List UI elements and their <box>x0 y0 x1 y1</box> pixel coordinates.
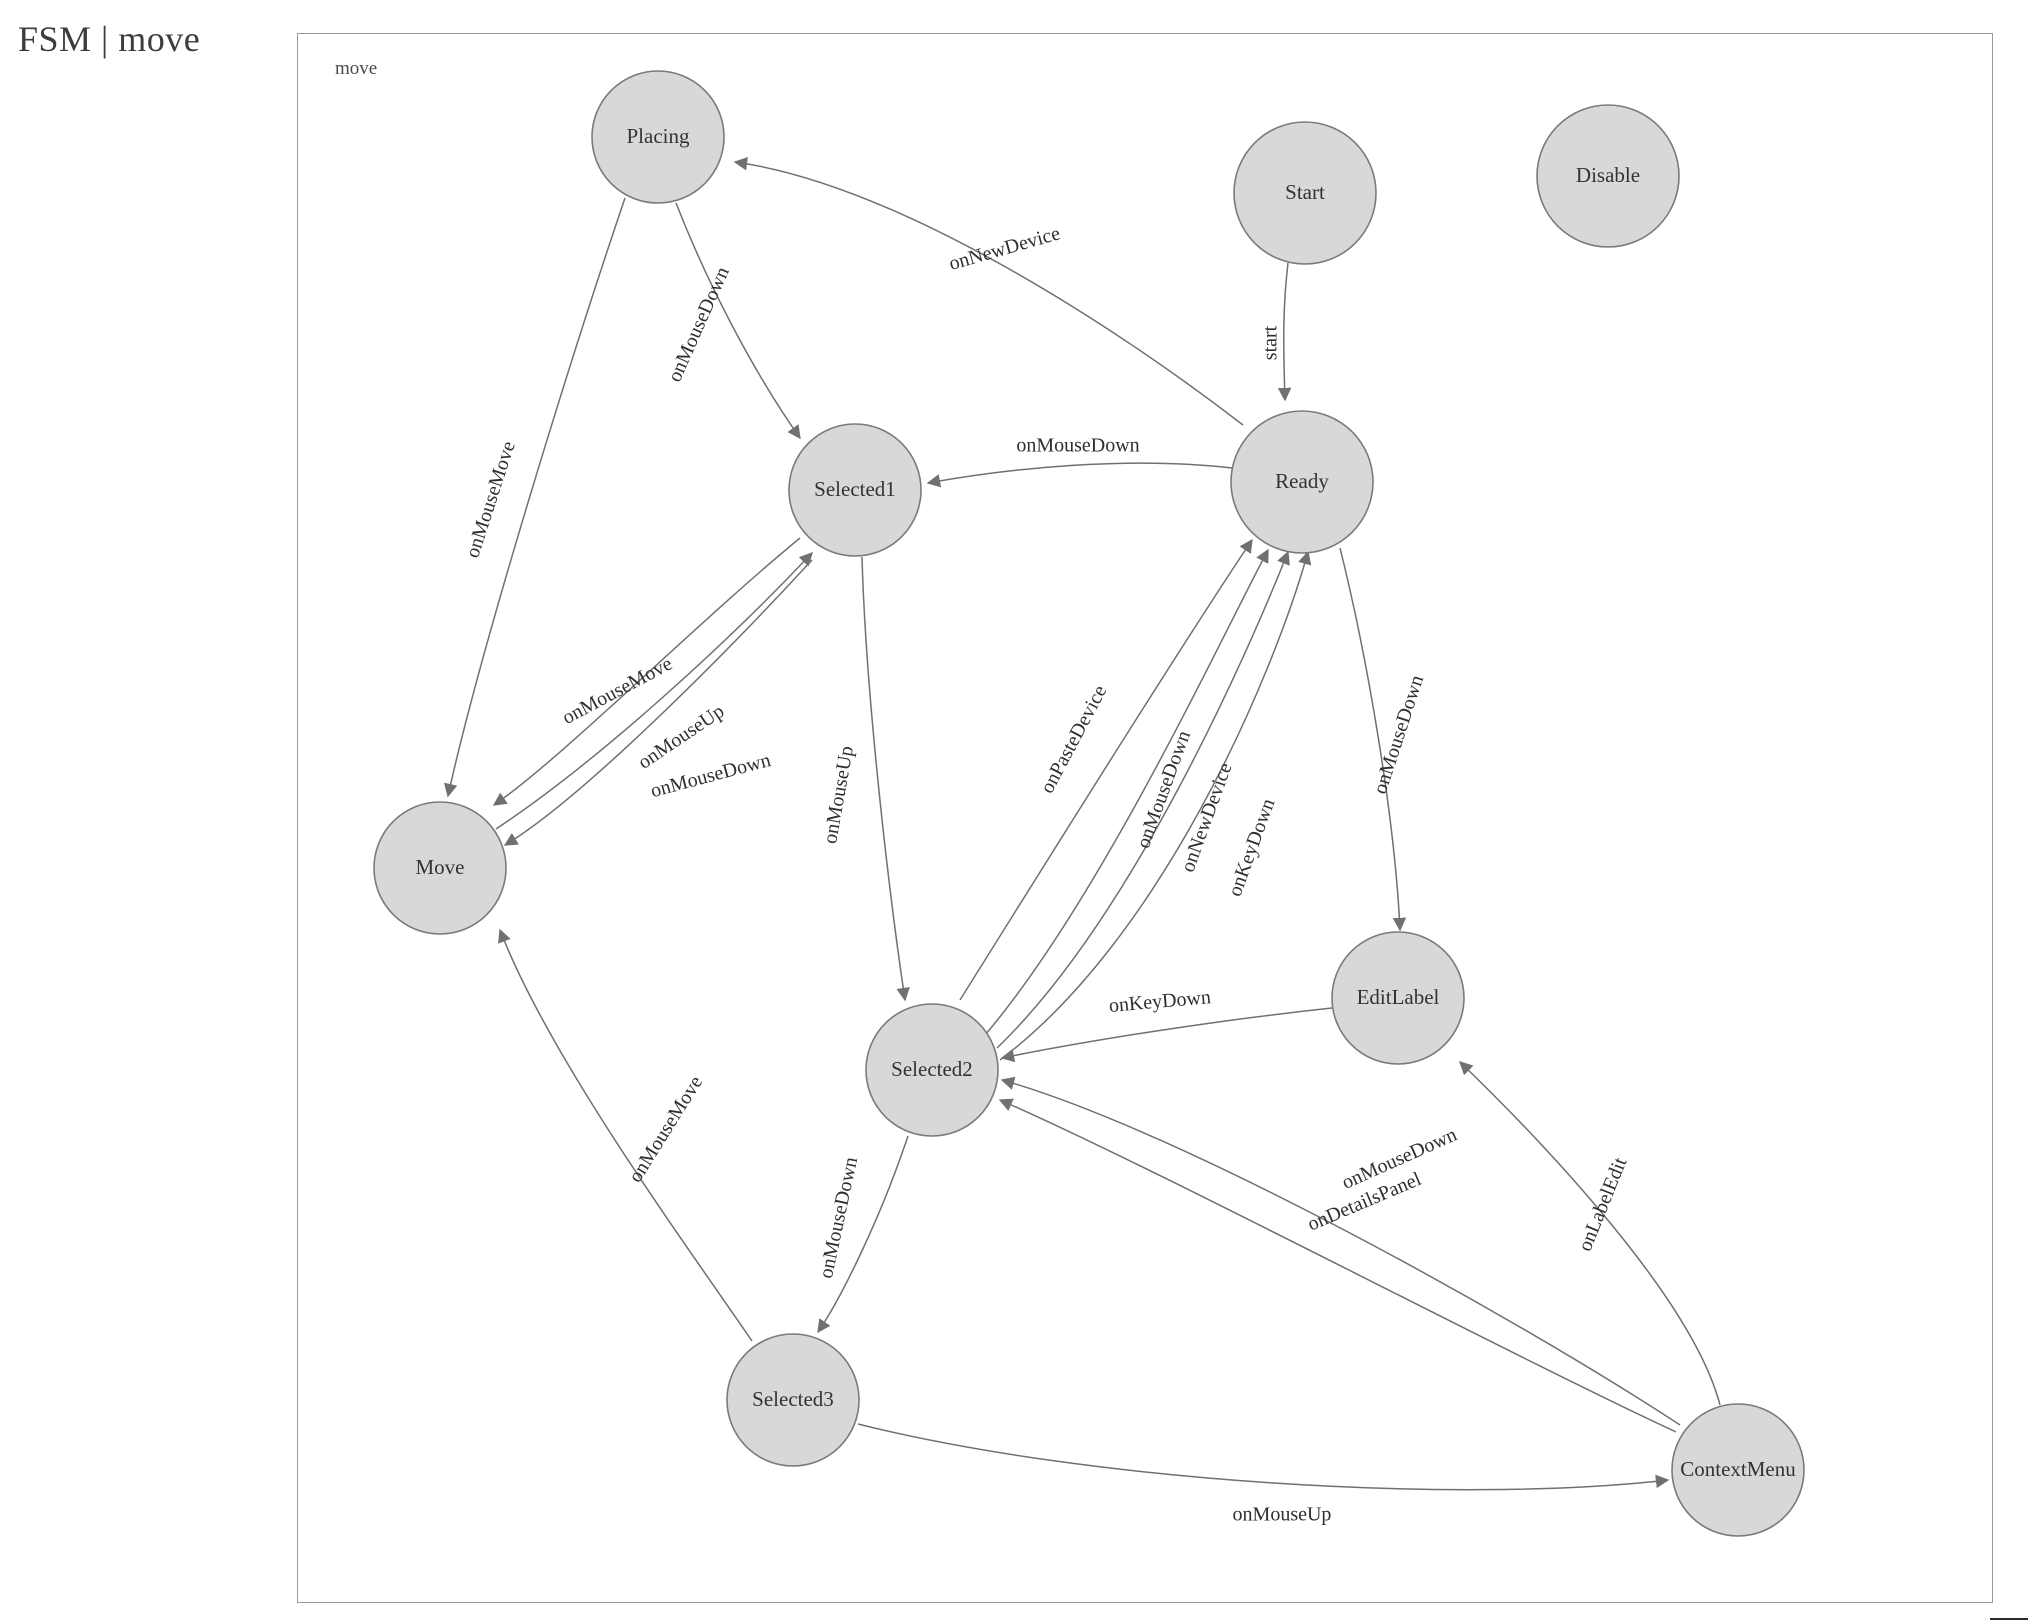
node-selected2[interactable] <box>866 1004 998 1136</box>
edge-selected2-ready-newdevice <box>997 552 1288 1048</box>
edge-label: onLabelEdit <box>1573 1154 1632 1255</box>
edge-label: onMouseUp <box>634 700 729 774</box>
edge-label: onMouseDown <box>1369 672 1429 797</box>
edge-label: onNewDevice <box>946 222 1063 275</box>
edge-label: onDetailsPanel <box>1304 1167 1425 1236</box>
node-disable[interactable] <box>1537 105 1679 247</box>
edge-selected3-move <box>500 930 752 1341</box>
edges-layer <box>448 162 1720 1490</box>
node-label: EditLabel <box>1356 984 1440 1009</box>
edge-selected3-contextmenu <box>858 1424 1668 1490</box>
edge-label: onMouseUp <box>819 744 859 846</box>
corner-mark <box>1990 1618 2028 1620</box>
node-selected3[interactable] <box>727 1334 859 1466</box>
edge-label: onMouseDown <box>815 1155 863 1281</box>
node-label: Selected3 <box>752 1386 834 1411</box>
nodes-layer <box>374 71 1804 1536</box>
edge-selected1-selected2 <box>862 557 905 1000</box>
edge-label: onKeyDown <box>1108 986 1212 1018</box>
node-label: Move <box>415 854 465 879</box>
node-label: ContextMenu <box>1680 1456 1796 1481</box>
edge-selected1-move-2 <box>505 560 812 845</box>
node-label: Selected2 <box>891 1056 973 1081</box>
edge-contextmenu-selected2-mousedown <box>1002 1080 1680 1425</box>
edge-label: onNewDevice <box>1176 760 1237 876</box>
edge-label: start <box>1259 325 1282 361</box>
node-contextmenu[interactable] <box>1672 1404 1804 1536</box>
node-ready[interactable] <box>1231 411 1373 553</box>
edge-label: onPasteDevice <box>1036 681 1112 797</box>
node-label: Start <box>1285 179 1325 204</box>
node-selected1[interactable] <box>789 424 921 556</box>
edge-selected2-ready-paste <box>960 540 1252 1000</box>
edge-ready-placing <box>735 162 1243 425</box>
edge-label: onMouseDown <box>648 749 774 803</box>
edge-label: onMouseMove <box>624 1072 708 1187</box>
node-label: Disable <box>1575 162 1641 187</box>
edge-label: onMouseDown <box>1338 1123 1461 1194</box>
edge-labels-layer <box>461 222 1631 1525</box>
node-label: Ready <box>1275 468 1329 493</box>
edge-label: onMouseDown <box>663 263 734 386</box>
edge-label: onMouseUp <box>1232 1503 1332 1526</box>
node-placing[interactable] <box>592 71 724 203</box>
page-title: FSM | move <box>18 19 201 59</box>
edge-label: onMouseDown <box>1132 727 1196 852</box>
node-move[interactable] <box>374 802 506 934</box>
edge-label: onMouseDown <box>1016 434 1140 457</box>
edge-label: onMouseMove <box>558 652 676 729</box>
edge-contextmenu-selected2-detailspanel <box>1000 1100 1676 1432</box>
node-label: Selected1 <box>814 476 896 501</box>
edge-label: onKeyDown <box>1223 795 1280 900</box>
edge-ready-selected1 <box>928 463 1232 483</box>
node-editlabel[interactable] <box>1332 932 1464 1064</box>
cluster-label: move <box>335 58 378 79</box>
node-start[interactable] <box>1234 122 1376 264</box>
edge-label: onMouseMove <box>461 438 520 561</box>
edge-start-ready <box>1284 263 1288 400</box>
node-label: Placing <box>626 123 690 148</box>
